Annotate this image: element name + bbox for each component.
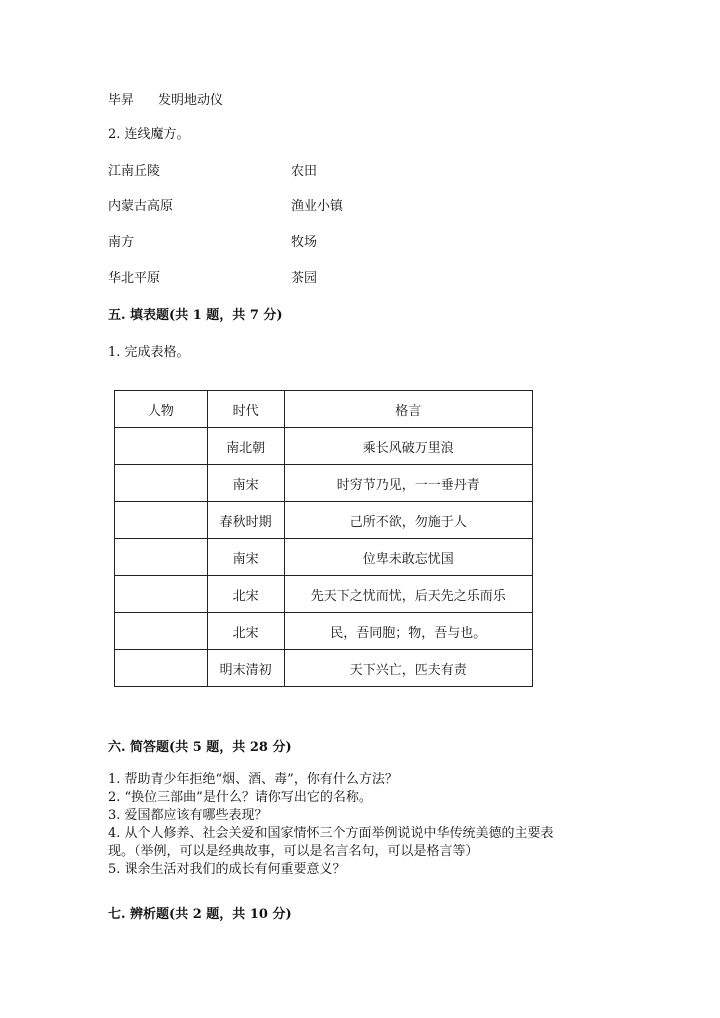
person-cell[interactable] [115,502,208,539]
short-answer-questions [108,771,554,879]
table-row [115,613,533,650]
motto-cell: 时穷节乃见，一一垂丹青 [284,465,532,502]
table-row [115,465,533,502]
inventor-name: 毕昇 [108,93,135,108]
table-row [115,428,533,465]
fill-table [114,390,533,687]
person-cell[interactable] [115,613,208,650]
top-line [108,89,223,108]
matching-right-item: 茶园 [291,271,318,286]
person-cell[interactable] [115,428,208,465]
question-item: 5. 课余生活对我们的成长有何重要意义？ [108,862,346,877]
motto-cell: 位卑未敢忘忧国 [284,539,532,576]
person-cell[interactable] [115,539,208,576]
era-cell: 北宋 [207,576,284,613]
motto-cell: 民，吾同胞；物，吾与也。 [284,613,532,650]
era-cell: 北宋 [207,613,284,650]
question-item: 现。（举例，可以是经典故事，可以是名言名句，可以是格言等） [108,844,479,859]
matching-left-item: 江南丘陵 [108,164,161,179]
person-cell[interactable] [115,576,208,613]
section-six-heading: 六. 简答题(共 5 题，共 28 分) [108,740,292,755]
table-row [115,650,533,687]
era-cell: 南北朝 [207,428,284,465]
era-cell: 南宋 [207,465,284,502]
table-row [115,539,533,576]
invention-text: 发明地动仪 [158,93,224,108]
table-question-title: 1. 完成表格。 [108,345,190,360]
person-cell[interactable] [115,465,208,502]
matching-left-item: 内蒙古高原 [108,199,174,214]
matching-right-item: 牧场 [291,235,318,250]
matching-left-item: 华北平原 [108,271,161,286]
motto-cell: 天下兴亡，匹夫有责 [284,650,532,687]
question-item: 3. 爱国都应该有哪些表现？ [108,808,268,823]
section-five-heading: 五. 填表题(共 1 题，共 7 分) [108,308,283,323]
matching-left-item: 南方 [108,235,135,250]
question-item: 2. “换位三部曲”是什么？请你写出它的名称。 [108,790,372,805]
era-cell: 春秋时期 [207,502,284,539]
header-person: 人物 [115,391,208,428]
section-seven-heading: 七. 辨析题(共 2 题，共 10 分) [108,907,292,922]
era-cell: 南宋 [207,539,284,576]
matching-right-item: 渔业小镇 [291,199,344,214]
header-era: 时代 [207,391,284,428]
motto-cell: 己所不欲，勿施于人 [284,502,532,539]
table-row [115,576,533,613]
era-cell: 明末清初 [207,650,284,687]
matching-right-item: 农田 [291,164,318,179]
motto-cell: 先天下之忧而忧，后天先之乐而乐 [284,576,532,613]
matching-question-title: 2. 连线魔方。 [108,127,190,142]
motto-cell: 乘长风破万里浪 [284,428,532,465]
header-motto: 格言 [284,391,532,428]
table-header-row [115,391,533,428]
question-item: 1. 帮助青少年拒绝“烟、酒、毒”，你有什么方法？ [108,772,398,787]
question-item: 4. 从个人修养、社会关爱和国家情怀三个方面举例说说中华传统美德的主要表 [108,826,554,841]
person-cell[interactable] [115,650,208,687]
table-row [115,502,533,539]
